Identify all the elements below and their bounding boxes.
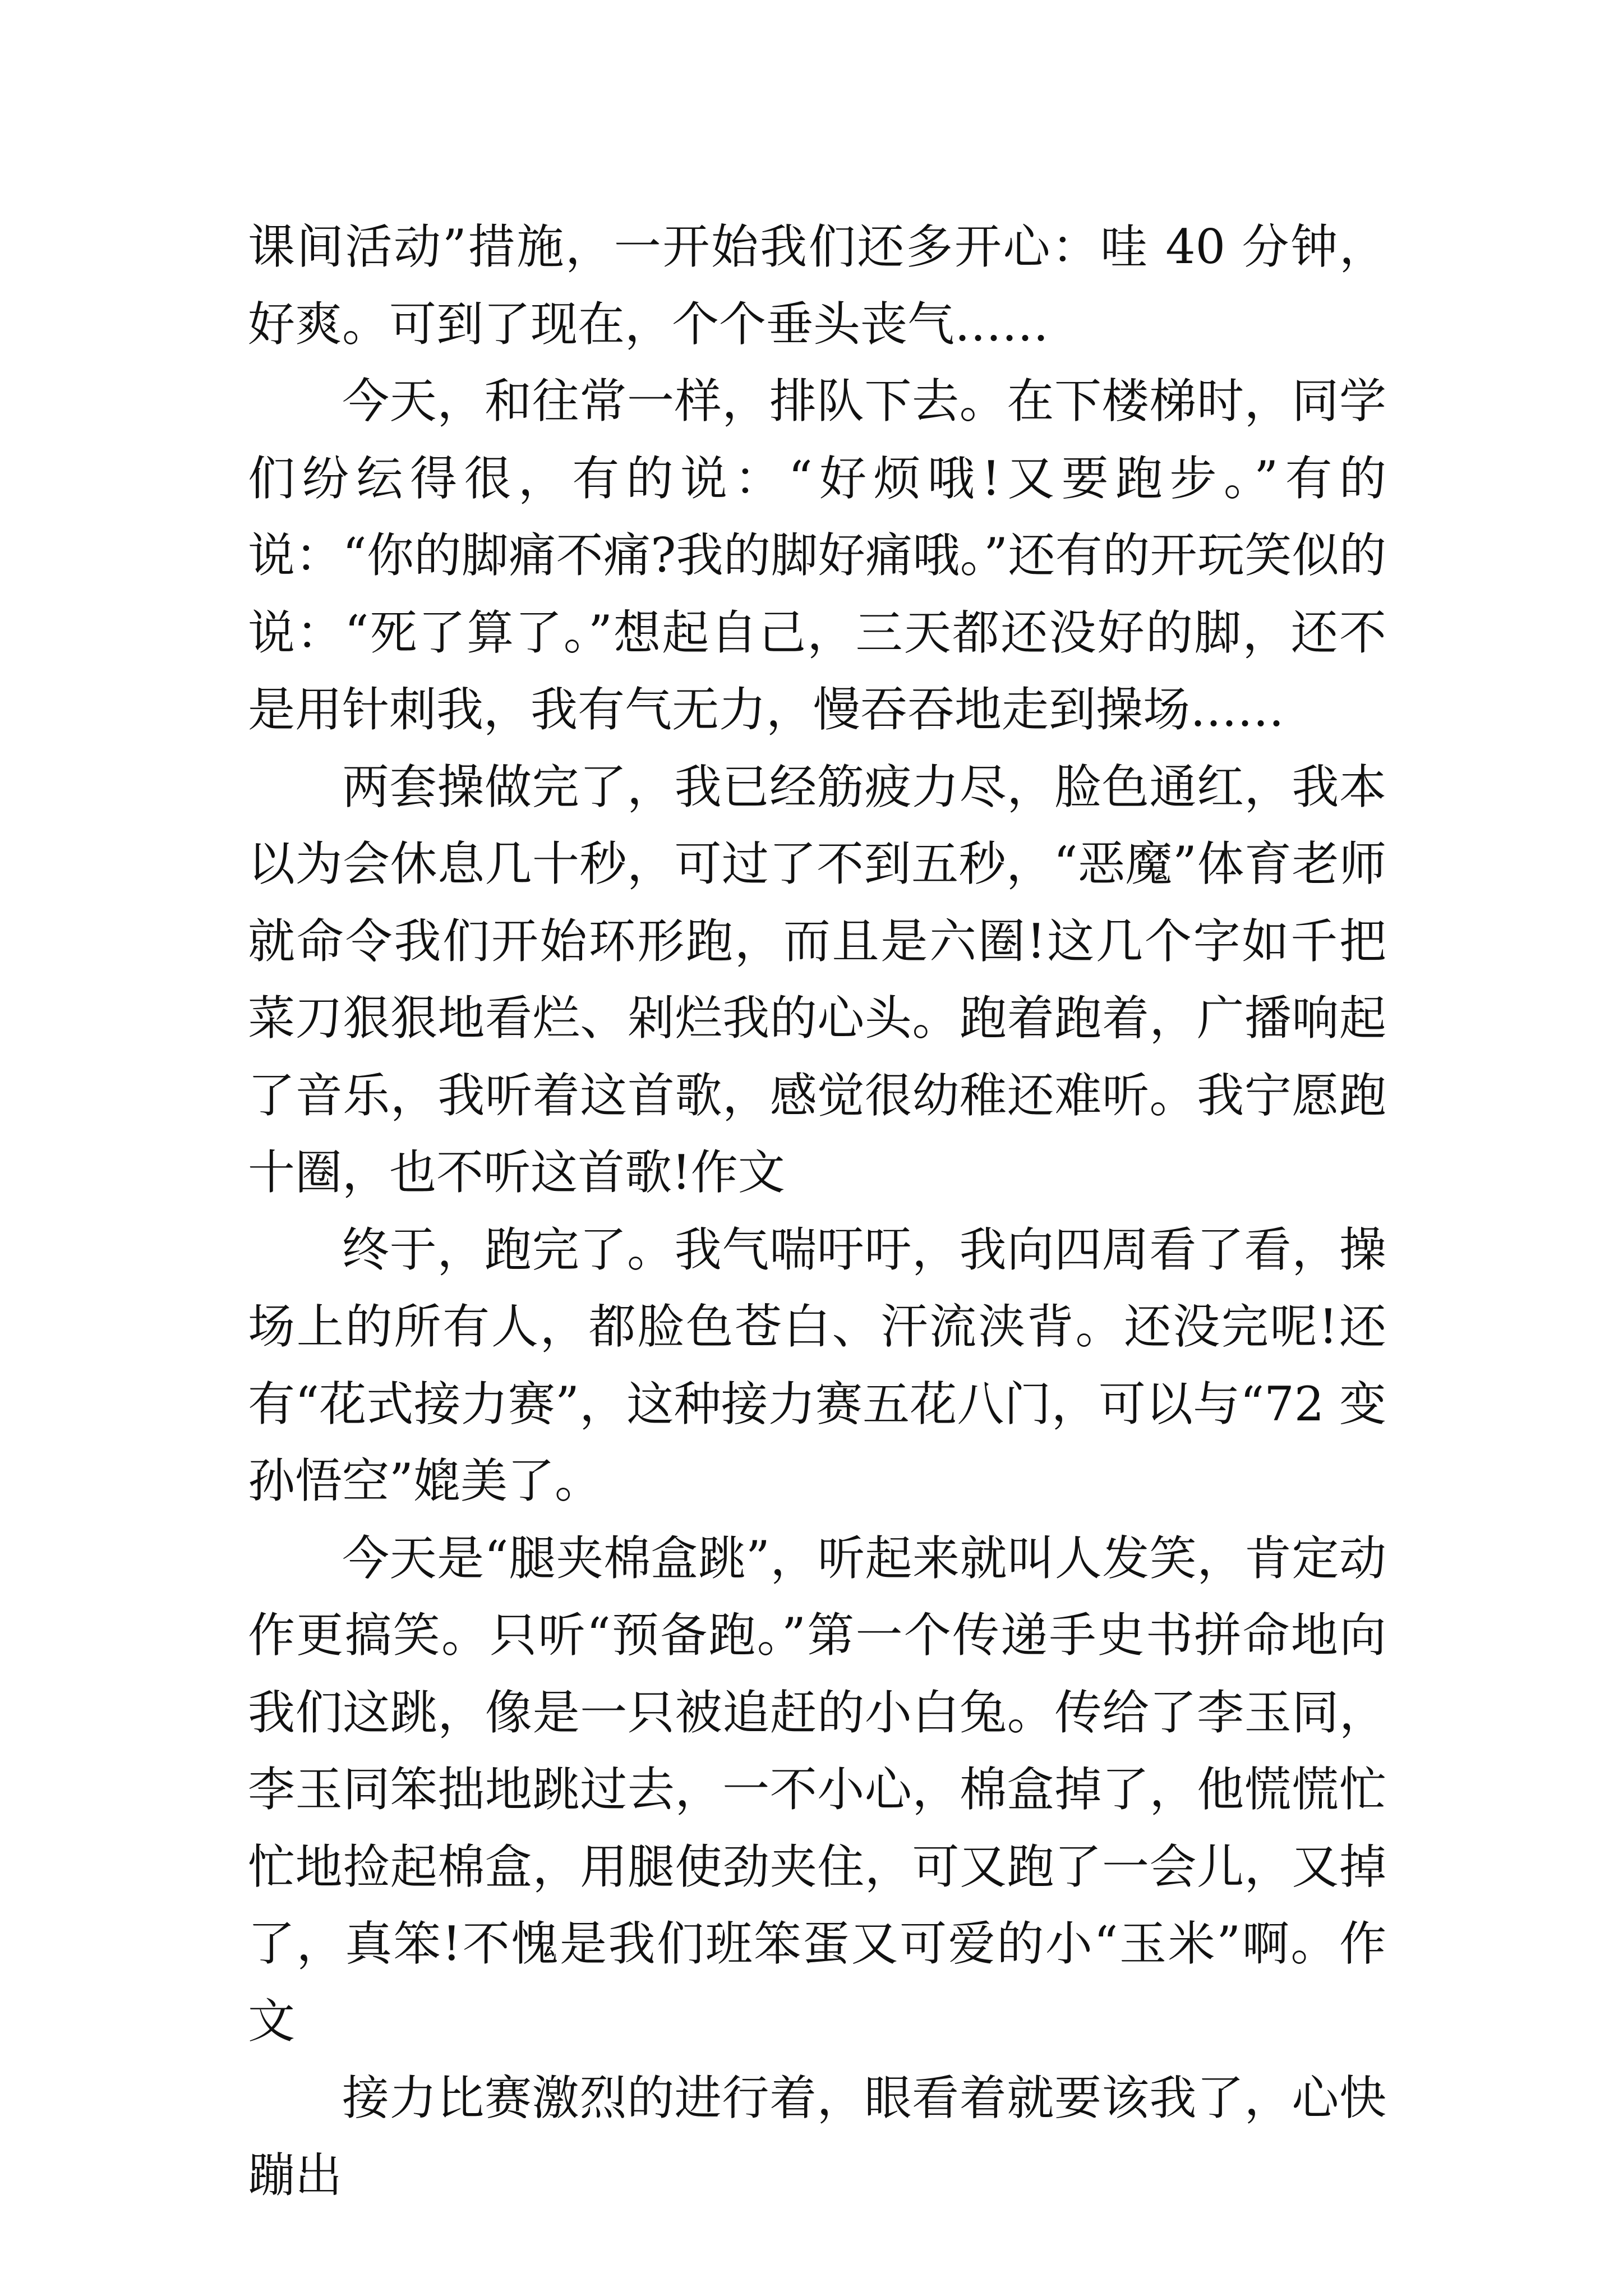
essay-body bbox=[248, 209, 1386, 2214]
paragraph-1: 课间活动”措施，一开始我们还多开心：哇 40 分钟，好爽。可到了现在，个个垂头丧气…… bbox=[248, 219, 1386, 352]
paragraph-3: 两套操做完了，我已经筋疲力尽，脸色通红，我本以为会休息几十秒，可过了不到五秒，“恶魔”体育老师就命令我们开始环形跑，而且是六圈!这几个字如千把菜刀狠狠地看烂、剁烂我的心头。跑着跑着，广播响起了音乐，我听着这首歌，感觉很幼稚还难听。我宁愿跑十圈，也不听这首歌!作文 bbox=[248, 759, 1386, 1200]
paragraph-2: 今天，和往常一样，排队下去。在下楼梯时，同学们纷纭得很，有的说：“好烦哦!又要跑步。”有的说：“你的脚痛不痛?我的脚好痛哦。”还有的开玩笑似的说：“死了算了。”想起自己，三天都还没好的脚，还不是用针刺我，我有气无力，慢吞吞地走到操场…… bbox=[248, 374, 1386, 737]
paragraph-6: 接力比赛激烈的进行着，眼看着就要该我了，心快蹦出 bbox=[248, 2070, 1386, 2203]
paragraph-5: 今天是“腿夹棉盒跳”，听起来就叫人发笑，肯定动作更搞笑。只听“预备跑。”第一个传递手史书拼命地向我们这跳，像是一只被追赶的小白兔。传给了李玉同，李玉同笨拙地跳过去，一不小心，棉盒掉了，他慌慌忙忙地捡起棉盒，用腿使劲夹住，可又跑了一会儿，又掉了，真笨!不愧是我们班笨蛋又可爱的小“玉米”啊。作文 bbox=[248, 1530, 1386, 2049]
paragraph-4: 终于，跑完了。我气喘吁吁，我向四周看了看，操场上的所有人，都脸色苍白、汗流浃背。还没完呢!还有“花式接力赛”，这种接力赛五花八门，可以与“72 变孙悟空”媲美了。 bbox=[248, 1222, 1386, 1508]
